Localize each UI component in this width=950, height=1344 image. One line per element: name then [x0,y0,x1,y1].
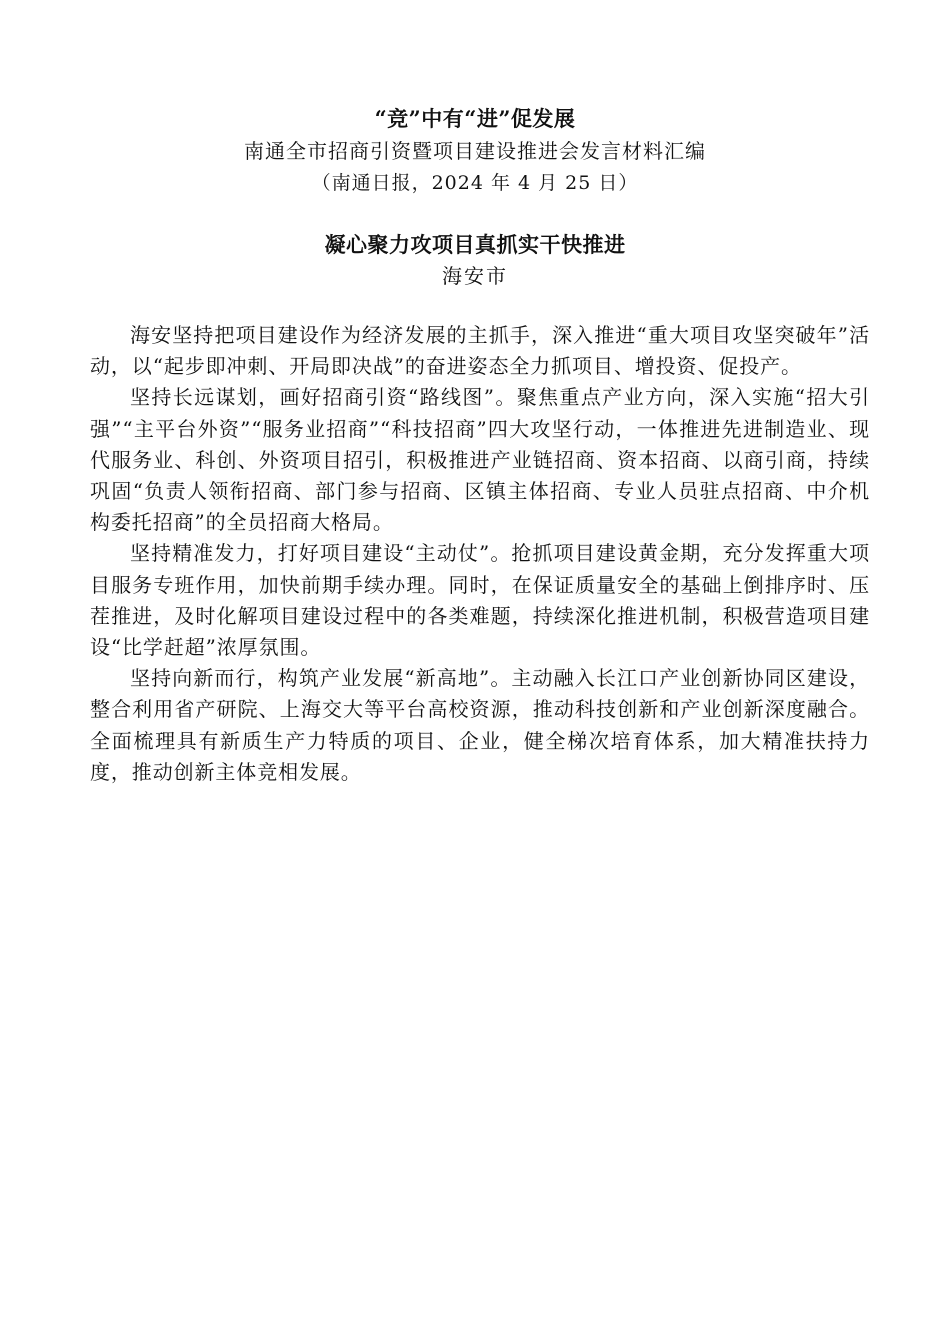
article-body [90,320,870,788]
subtitle: 南通全市招商引资暨项目建设推进会发言材料汇编 [244,139,706,163]
paragraph: 坚持长远谋划，画好招商引资“路线图”。聚焦重点产业方向，深入实施“招大引强”“主平台外资”“服务业招商”“科技招商”四大攻坚行动，一体推进先进制造业、现代服务业、科创、外资项目招引，积极推进产业链招商、资本招商、以商引商，持续巩固“负责人领衔招商、部门参与招商、区镇主体招商、专业人员驻点招商、中介机构委托招商”的全员招商大格局。 [90,385,870,535]
source-line: （南通日报，2024 年 4 月 25 日） [311,172,639,194]
paragraph: 海安坚持把项目建设作为经济发展的主抓手，深入推进“重大项目攻坚突破年”活动，以“起步即冲刺、开局即决战”的奋进姿态全力抓项目、增投资、促投产。 [90,323,870,379]
paragraph: 坚持向新而行，构筑产业发展“新高地”。主动融入长江口产业创新协同区建设，整合利用省产研院、上海交大等平台高校资源，推动科技创新和产业创新深度融合。全面梳理具有新质生产力特质的项目、企业，健全梯次培育体系，加大精准扶持力度，推动创新主体竞相发展。 [90,666,870,784]
paragraph: 坚持精准发力，打好项目建设“主动仗”。抢抓项目建设黄金期，充分发挥重大项目服务专班作用，加快前期手续办理。同时，在保证质量安全的基础上倒排序时、压茬推进，及时化解项目建设过程中的各类难题，持续深化推进机制，积极营造项目建设“比学赶超”浓厚氛围。 [90,541,870,660]
article-title: 凝心聚力攻项目真抓实干快推进 [324,232,626,257]
article-author: 海安市 [442,264,508,288]
main-title: “竞”中有“进”促发展 [374,106,576,131]
